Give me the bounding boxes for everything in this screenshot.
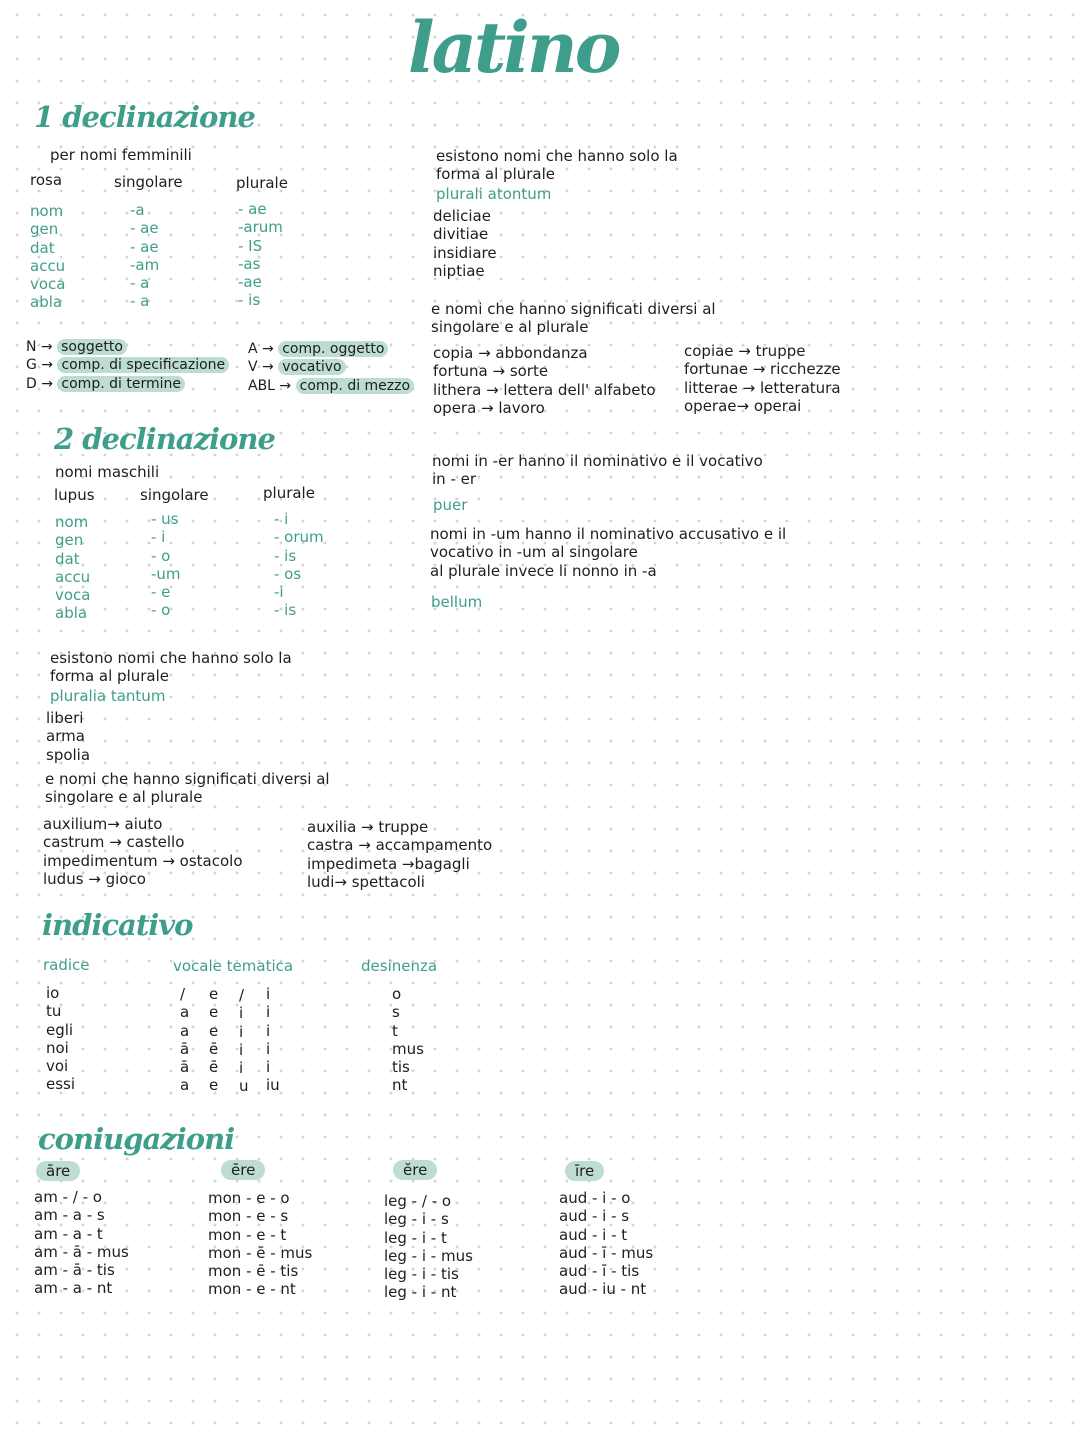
decl1-pluralia-intro: esistono nomi che hanno solo la forma al plurale (436, 147, 678, 184)
case-legend-right (248, 340, 414, 395)
decl2-er-example: puer (433, 496, 468, 514)
ending: - orum (274, 528, 324, 547)
verb-form: am - ā - mus (34, 1242, 129, 1261)
ending: - us (151, 510, 179, 528)
verb-form: mon - e - t (208, 1225, 287, 1244)
verb-form: am - / - o (34, 1188, 102, 1206)
group-label-ere-short: ĕre (393, 1160, 437, 1179)
ending: tis (392, 1058, 410, 1077)
ending: o (392, 985, 402, 1003)
decl2-note: nomi maschili (55, 463, 160, 481)
ending: -am (130, 255, 160, 274)
ending: nt (392, 1076, 408, 1095)
verb-form: leg - i - tis (384, 1265, 459, 1284)
verb-form: am - a - nt (34, 1279, 113, 1298)
ending: - IS (238, 236, 263, 255)
word-pair: lithera → lettera dell' alfabeto (433, 380, 656, 399)
verb-form: aud - i - o (559, 1189, 631, 1207)
group-label-are: āre (36, 1161, 80, 1180)
decl2-pluralia-label: pluralia tantum (50, 687, 166, 705)
decl2-pluralia-words (46, 709, 90, 764)
coniugazioni-heading: coniugazioni (38, 1122, 235, 1156)
decl1-diff-intro: e nomi che hanno significati diversi al singolare e al plurale (431, 300, 716, 337)
legend-row: N → soggetto (26, 338, 229, 356)
pronoun: essi (46, 1075, 76, 1094)
ending: - a (130, 292, 150, 311)
legend-highlight: soggetto (57, 339, 127, 355)
word-pair: copiae → truppe (684, 342, 806, 360)
verb-form: aud - i - t (559, 1225, 628, 1244)
conjugation-ere-short (384, 1192, 473, 1302)
ending-column (392, 985, 424, 1095)
verb-form: mon - e - s (208, 1207, 289, 1226)
decl1-singular-endings (130, 201, 159, 311)
legend-highlight: comp. di mezzo (296, 378, 414, 394)
legend-row: A → comp. oggetto (248, 340, 414, 358)
ending: -um (151, 564, 181, 583)
word: divitiae (433, 225, 489, 244)
case-label: gen (55, 531, 84, 550)
ending: - i (151, 528, 166, 547)
word: niptiae (433, 261, 485, 280)
decl1-plural-header: plurale (236, 174, 288, 192)
word: arma (46, 727, 85, 746)
word-pair: litterae → letteratura (684, 378, 841, 397)
ending: - ae (130, 237, 159, 256)
decl2-singular-endings (151, 510, 181, 620)
vowel-column-are: / a a ā ā a (180, 985, 190, 1095)
ending: - o (151, 546, 171, 565)
ending: t (392, 1021, 398, 1040)
decl1-singular-header: singolare (114, 173, 183, 191)
word: deliciae (433, 207, 491, 225)
pronoun: voi (46, 1057, 69, 1076)
decl2-singular-header: singolare (140, 486, 209, 504)
case-label: voca (30, 275, 66, 294)
ending: mus (392, 1039, 424, 1058)
verb-form: aud - ī - tis (559, 1262, 640, 1281)
word: liberi (46, 709, 84, 727)
word-pair: impedimentum → ostacolo (43, 851, 243, 870)
verb-form: leg - i - t (384, 1228, 447, 1247)
case-label: dat (30, 238, 55, 257)
case-label: dat (55, 549, 80, 568)
indicativo-heading: indicativo (42, 908, 193, 942)
decl2-noun: lupus (54, 486, 95, 504)
word-pair: impedimeta →bagagli (307, 854, 470, 873)
decl2-heading: 2 declinazione (54, 422, 275, 456)
decl1-cases (30, 202, 66, 312)
case-legend-left (26, 338, 229, 393)
decl1-noun: rosa (30, 171, 63, 189)
decl1-pluralia-words (433, 207, 497, 280)
case-label: accu (55, 567, 91, 586)
verb-form: aud - iu - nt (559, 1280, 647, 1299)
decl2-diff-intro: e nomi che hanno significati diversi al singolare e al plurale (45, 770, 330, 807)
decl2-plural-header: plurale (263, 484, 315, 502)
verb-form: mon - e - o (208, 1189, 290, 1207)
verb-form: mon - ē - mus (208, 1243, 313, 1262)
verb-form: leg - i - mus (384, 1246, 473, 1265)
conjugation-ire (559, 1189, 653, 1299)
word: insidiare (433, 243, 497, 262)
vowel-column-ere-short: / i i i i u (239, 986, 249, 1096)
decl2-um-intro: nomi in -um hanno il nominativo accusativo e il vocativo in -um al singolare al plurale invece li nonno in -a (430, 525, 787, 580)
decl2-plural-endings (274, 510, 324, 620)
word: spolia (46, 745, 91, 764)
legend-row: ABL → comp. di mezzo (248, 377, 414, 395)
word-pair: ludi→ spettacoli (307, 872, 425, 891)
pronoun: noi (46, 1038, 69, 1057)
case-label: abla (55, 604, 88, 623)
decl2-er-intro: nomi in -er hanno il nominativo e il vocativo in - er (432, 452, 763, 489)
decl1-diff-plural (684, 342, 841, 415)
group-label-ere-long: ēre (221, 1160, 265, 1179)
legend-highlight: comp. di specificazione (57, 357, 229, 373)
verb-form: am - a - t (34, 1224, 103, 1243)
page-title: latino (408, 6, 619, 89)
group-label-ire: īre (565, 1161, 604, 1180)
decl1-pluralia-label: plurali atontum (436, 185, 552, 203)
radice-header: radice (43, 956, 90, 974)
ending: - e (151, 583, 171, 602)
decl2-cases (55, 513, 91, 623)
word-pair: castra → accampamento (307, 836, 493, 855)
ending: - a (130, 274, 150, 293)
verb-form: leg - i - nt (384, 1283, 457, 1302)
conjugation-ere-long (208, 1189, 312, 1299)
verb-form: mon - ē - tis (208, 1262, 299, 1281)
decl1-heading: 1 declinazione (34, 100, 255, 134)
ending: - os (274, 564, 302, 583)
ending: -arum (238, 218, 283, 237)
verb-form: leg - / - o (384, 1192, 452, 1210)
word-pair: fortunae → ricchezze (684, 360, 841, 379)
pronoun: io (46, 984, 60, 1002)
ending: -as (238, 254, 261, 273)
verb-form: aud - ī - mus (559, 1243, 654, 1262)
ending: - i (274, 510, 289, 528)
legend-highlight: comp. di termine (57, 376, 185, 392)
legend-row: V → vocativo (248, 358, 414, 376)
case-label: accu (30, 256, 66, 275)
vocale-tematica-header: vocale tematica (173, 957, 294, 975)
decl1-note: per nomi femminili (50, 146, 192, 164)
decl2-diff-plural (307, 818, 492, 891)
word-pair: operae→ operai (684, 396, 802, 415)
word-pair: opera → lavoro (433, 398, 545, 417)
vowel-column-ire: i i i i i iu (266, 985, 280, 1095)
legend-row: G → comp. di specificazione (26, 356, 229, 374)
ending: - ae (130, 219, 159, 238)
vowel-column-ere-long: e e e ē ē e (209, 985, 219, 1095)
pronoun: tu (46, 1002, 62, 1021)
word-pair: auxilia → truppe (307, 818, 429, 836)
verb-form: aud - i - s (559, 1207, 630, 1226)
ending: - ae (238, 200, 267, 218)
legend-row: D → comp. di termine (26, 375, 229, 393)
ending: - is (238, 291, 261, 310)
case-label: nom (30, 202, 64, 220)
verb-form: leg - i - s (384, 1210, 449, 1229)
word-pair: copia → abbondanza (433, 344, 588, 362)
decl2-diff-singular (43, 815, 243, 888)
decl1-diff-singular (433, 344, 656, 417)
legend-highlight: comp. oggetto (278, 341, 388, 357)
conjugation-are (34, 1188, 129, 1298)
decl2-pluralia-intro: esistono nomi che hanno solo la forma al plurale (50, 649, 292, 686)
word-pair: auxilium→ aiuto (43, 815, 163, 833)
ending: - o (151, 601, 171, 620)
case-label: gen (30, 220, 59, 239)
word-pair: ludus → gioco (43, 869, 146, 888)
pronoun-column (46, 984, 75, 1094)
decl2-um-example: bellum (431, 593, 483, 611)
verb-form: am - ā - tis (34, 1261, 115, 1280)
case-label: voca (55, 586, 91, 605)
ending: - is (274, 601, 297, 620)
word-pair: fortuna → sorte (433, 362, 549, 381)
word-pair: castrum → castello (43, 833, 185, 852)
case-label: abla (30, 293, 63, 312)
ending: -i (274, 583, 284, 602)
ending: -ae (238, 273, 262, 292)
case-label: nom (55, 513, 89, 531)
decl1-plural-endings (238, 200, 283, 310)
desinenza-header: desinenza (361, 957, 438, 975)
verb-form: am - a - s (34, 1206, 105, 1225)
pronoun: egli (46, 1020, 74, 1039)
ending: -a (130, 201, 145, 219)
legend-highlight: vocativo (278, 359, 345, 375)
ending: s (392, 1003, 400, 1022)
verb-form: mon - e - nt (208, 1280, 296, 1299)
ending: - is (274, 546, 297, 565)
